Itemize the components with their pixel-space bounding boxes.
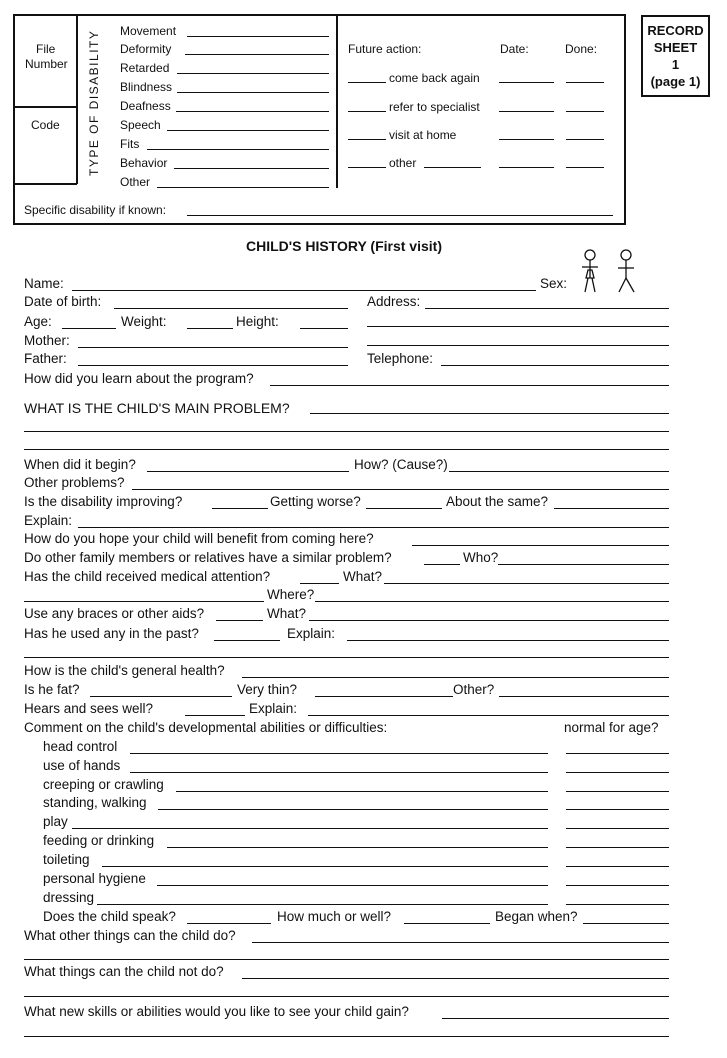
sex-figures-icon: [576, 248, 646, 296]
name-field[interactable]: [72, 290, 536, 291]
when-begin-field[interactable]: [147, 471, 349, 472]
normal-for-age-field[interactable]: [566, 904, 669, 905]
new-skills-field-2[interactable]: [24, 1036, 669, 1037]
explain2-field-2[interactable]: [24, 657, 669, 658]
can-do-field-2[interactable]: [24, 959, 669, 960]
explain-field[interactable]: [78, 527, 669, 528]
disability-field[interactable]: [176, 111, 329, 112]
ability-field[interactable]: [97, 904, 548, 905]
new-skills-label: What new skills or abilities would you like to see your child gain?: [24, 1004, 409, 1019]
speak-label: Does the child speak?: [43, 909, 176, 924]
action-done-field[interactable]: [566, 139, 604, 140]
disability-field[interactable]: [185, 54, 329, 55]
same-field[interactable]: [554, 508, 669, 509]
family-label: Do other family members or relatives have a similar problem?: [24, 550, 392, 565]
specific-disability-field[interactable]: [187, 215, 613, 216]
how-much-field[interactable]: [404, 923, 490, 924]
action-date-field[interactable]: [499, 111, 554, 112]
main-problem-field[interactable]: [310, 413, 669, 414]
name-label: Name:: [24, 276, 64, 291]
action-done-field[interactable]: [566, 82, 604, 83]
age-field[interactable]: [62, 328, 116, 329]
ability-field[interactable]: [157, 885, 548, 886]
how-cause-label: How? (Cause?): [354, 457, 448, 472]
explain3-field[interactable]: [308, 715, 669, 716]
main-problem-field-3[interactable]: [24, 449, 669, 450]
address-field-3[interactable]: [367, 345, 669, 346]
file-number-label: Number: [25, 57, 68, 71]
normal-for-age-field[interactable]: [566, 809, 669, 810]
disability-item: Deafness: [120, 99, 171, 113]
ability-label: feeding or drinking: [43, 833, 155, 848]
disability-item: Fits: [120, 137, 140, 151]
began-field[interactable]: [583, 923, 669, 924]
address-label: Address:: [367, 294, 421, 309]
same-label: About the same?: [446, 494, 549, 509]
improving-field[interactable]: [212, 508, 268, 509]
braces-field[interactable]: [216, 620, 263, 621]
thin-label: Very thin?: [237, 682, 298, 697]
sex-label: Sex:: [540, 276, 568, 291]
hears-field[interactable]: [185, 715, 245, 716]
other-problems-label: Other problems?: [24, 475, 125, 490]
braces-what-field[interactable]: [309, 620, 669, 621]
benefit-field[interactable]: [412, 545, 669, 546]
disability-field[interactable]: [177, 73, 329, 74]
when-begin-label: When did it begin?: [24, 457, 136, 472]
action-check-field[interactable]: [348, 139, 386, 140]
type-of-disability-label: TYPE OF DISABILITY: [87, 29, 101, 176]
cannot-do-label: What things can the child not do?: [24, 964, 224, 979]
mother-field[interactable]: [78, 347, 348, 348]
action-item: visit at home: [389, 128, 457, 142]
how-cause-field[interactable]: [449, 471, 669, 472]
action-check-field[interactable]: [348, 167, 386, 168]
record-sheet-badge: [641, 15, 710, 97]
explain2-field[interactable]: [347, 640, 669, 641]
ability-field[interactable]: [158, 809, 548, 810]
address-field-2[interactable]: [367, 326, 669, 327]
normal-for-age-field[interactable]: [566, 791, 669, 792]
ability-field[interactable]: [176, 791, 548, 792]
future-action-label: Future action:: [348, 42, 422, 56]
record-sheet-text: (page 1): [650, 74, 701, 89]
date-label: Date:: [500, 42, 529, 56]
medical-label: Has the child received medical attention?: [24, 569, 271, 584]
disability-field[interactable]: [187, 36, 329, 37]
normal-for-age-field[interactable]: [566, 885, 669, 886]
where-field[interactable]: [315, 601, 669, 602]
other-field[interactable]: [499, 696, 669, 697]
disability-field[interactable]: [167, 130, 329, 131]
ability-field[interactable]: [130, 753, 548, 754]
medical-what-label: What?: [343, 569, 383, 584]
began-label: Began when?: [495, 909, 578, 924]
thin-field[interactable]: [315, 696, 453, 697]
normal-for-age-field[interactable]: [566, 753, 669, 754]
main-problem-field-2[interactable]: [24, 431, 669, 432]
medical-field[interactable]: [300, 583, 339, 584]
ability-field[interactable]: [72, 828, 548, 829]
weight-label: Weight:: [121, 314, 167, 329]
disability-header-box: [13, 14, 626, 225]
age-label: Age:: [24, 314, 52, 329]
telephone-label: Telephone:: [367, 351, 434, 366]
specific-disability-label: Specific disability if known:: [24, 203, 167, 217]
comment-label: Comment on the child's developmental abilities or difficulties:: [24, 720, 388, 735]
used-past-field[interactable]: [214, 640, 280, 641]
ability-label: dressing: [43, 890, 95, 905]
who-field[interactable]: [498, 564, 669, 565]
telephone-field[interactable]: [441, 365, 669, 366]
main-problem-label: WHAT IS THE CHILD'S MAIN PROBLEM?: [24, 400, 290, 416]
page-title: CHILD'S HISTORY (First visit): [246, 238, 442, 254]
cannot-do-field-2[interactable]: [24, 996, 669, 997]
mother-label: Mother:: [24, 333, 70, 348]
code-label: Code: [31, 118, 60, 132]
normal-for-age-field[interactable]: [566, 866, 669, 867]
disability-item: Other: [120, 175, 151, 189]
ability-label: personal hygiene: [43, 871, 146, 886]
how-much-label: How much or well?: [277, 909, 392, 924]
action-check-field[interactable]: [348, 82, 386, 83]
ability-label: use of hands: [43, 758, 121, 773]
dob-label: Date of birth:: [24, 294, 102, 309]
header-divider: [13, 106, 77, 108]
disability-item: Blindness: [120, 80, 173, 94]
ability-label: play: [43, 814, 68, 829]
normal-for-age-field[interactable]: [566, 772, 669, 773]
can-do-field[interactable]: [252, 942, 669, 943]
weight-field[interactable]: [187, 328, 233, 329]
medical-what-field[interactable]: [384, 583, 669, 584]
normal-for-age-field[interactable]: [566, 828, 669, 829]
action-date-field[interactable]: [499, 139, 554, 140]
height-label: Height:: [236, 314, 279, 329]
braces-what-label: What?: [267, 606, 307, 621]
height-field[interactable]: [300, 328, 348, 329]
where-label: Where?: [267, 587, 315, 602]
new-skills-field[interactable]: [442, 1018, 669, 1019]
worse-field[interactable]: [366, 508, 442, 509]
normal-for-age-label: normal for age?: [564, 720, 659, 735]
dob-field[interactable]: [114, 308, 348, 309]
medical-what-field-2[interactable]: [24, 601, 264, 602]
braces-label: Use any braces or other aids?: [24, 606, 205, 621]
record-sheet-text: 1: [671, 57, 680, 72]
disability-item: Movement: [120, 24, 177, 38]
father-label: Father:: [24, 351, 67, 366]
hears-label: Hears and sees well?: [24, 701, 154, 716]
fat-field[interactable]: [90, 696, 232, 697]
action-date-field[interactable]: [499, 82, 554, 83]
learn-field[interactable]: [270, 385, 669, 386]
fat-label: Is he fat?: [24, 682, 80, 697]
used-past-label: Has he used any in the past?: [24, 626, 199, 641]
record-sheet-text: RECORD: [647, 23, 704, 38]
disability-field[interactable]: [157, 187, 329, 188]
improving-label: Is the disability improving?: [24, 494, 183, 509]
action-other-field[interactable]: [424, 167, 481, 168]
ability-field[interactable]: [167, 847, 548, 848]
disability-item: Deformity: [120, 42, 172, 56]
action-done-field[interactable]: [566, 111, 604, 112]
action-item: other: [389, 156, 417, 170]
disability-item: Speech: [120, 118, 161, 132]
ability-label: toileting: [43, 852, 90, 867]
who-label: Who?: [463, 550, 499, 565]
learn-label: How did you learn about the program?: [24, 371, 254, 386]
speak-field[interactable]: [187, 923, 271, 924]
other-label: Other?: [453, 682, 495, 697]
ability-field[interactable]: [102, 866, 548, 867]
worse-label: Getting worse?: [270, 494, 361, 509]
ability-label: head control: [43, 739, 118, 754]
action-done-field[interactable]: [566, 167, 604, 168]
action-item: come back again: [389, 71, 480, 85]
disability-field[interactable]: [147, 149, 329, 150]
address-field[interactable]: [425, 308, 669, 309]
action-item: refer to specialist: [389, 100, 480, 114]
cannot-do-field[interactable]: [242, 978, 669, 979]
explain-label: Explain:: [24, 513, 73, 528]
disability-field[interactable]: [177, 92, 329, 93]
header-divider: [13, 183, 77, 185]
family-field[interactable]: [424, 564, 460, 565]
action-check-field[interactable]: [348, 111, 386, 112]
record-sheet-text: SHEET: [653, 40, 698, 55]
general-health-label: How is the child's general health?: [24, 663, 225, 678]
general-health-field[interactable]: [242, 677, 669, 678]
disability-item: Behavior: [120, 156, 168, 170]
father-field[interactable]: [78, 365, 348, 366]
header-divider: [76, 14, 78, 184]
file-number-label: File: [36, 42, 56, 56]
disability-field[interactable]: [174, 168, 329, 169]
benefit-label: How do you hope your child will benefit from coming here?: [24, 531, 374, 546]
ability-field[interactable]: [130, 772, 548, 773]
header-divider: [336, 14, 338, 188]
normal-for-age-field[interactable]: [566, 847, 669, 848]
explain3-label: Explain:: [249, 701, 298, 716]
other-problems-field[interactable]: [132, 489, 669, 490]
ability-label: creeping or crawling: [43, 777, 164, 792]
can-do-label: What other things can the child do?: [24, 928, 236, 943]
action-date-field[interactable]: [499, 167, 554, 168]
disability-item: Retarded: [120, 61, 170, 75]
ability-label: standing, walking: [43, 795, 147, 810]
done-label: Done:: [565, 42, 598, 56]
explain2-label: Explain:: [287, 626, 336, 641]
